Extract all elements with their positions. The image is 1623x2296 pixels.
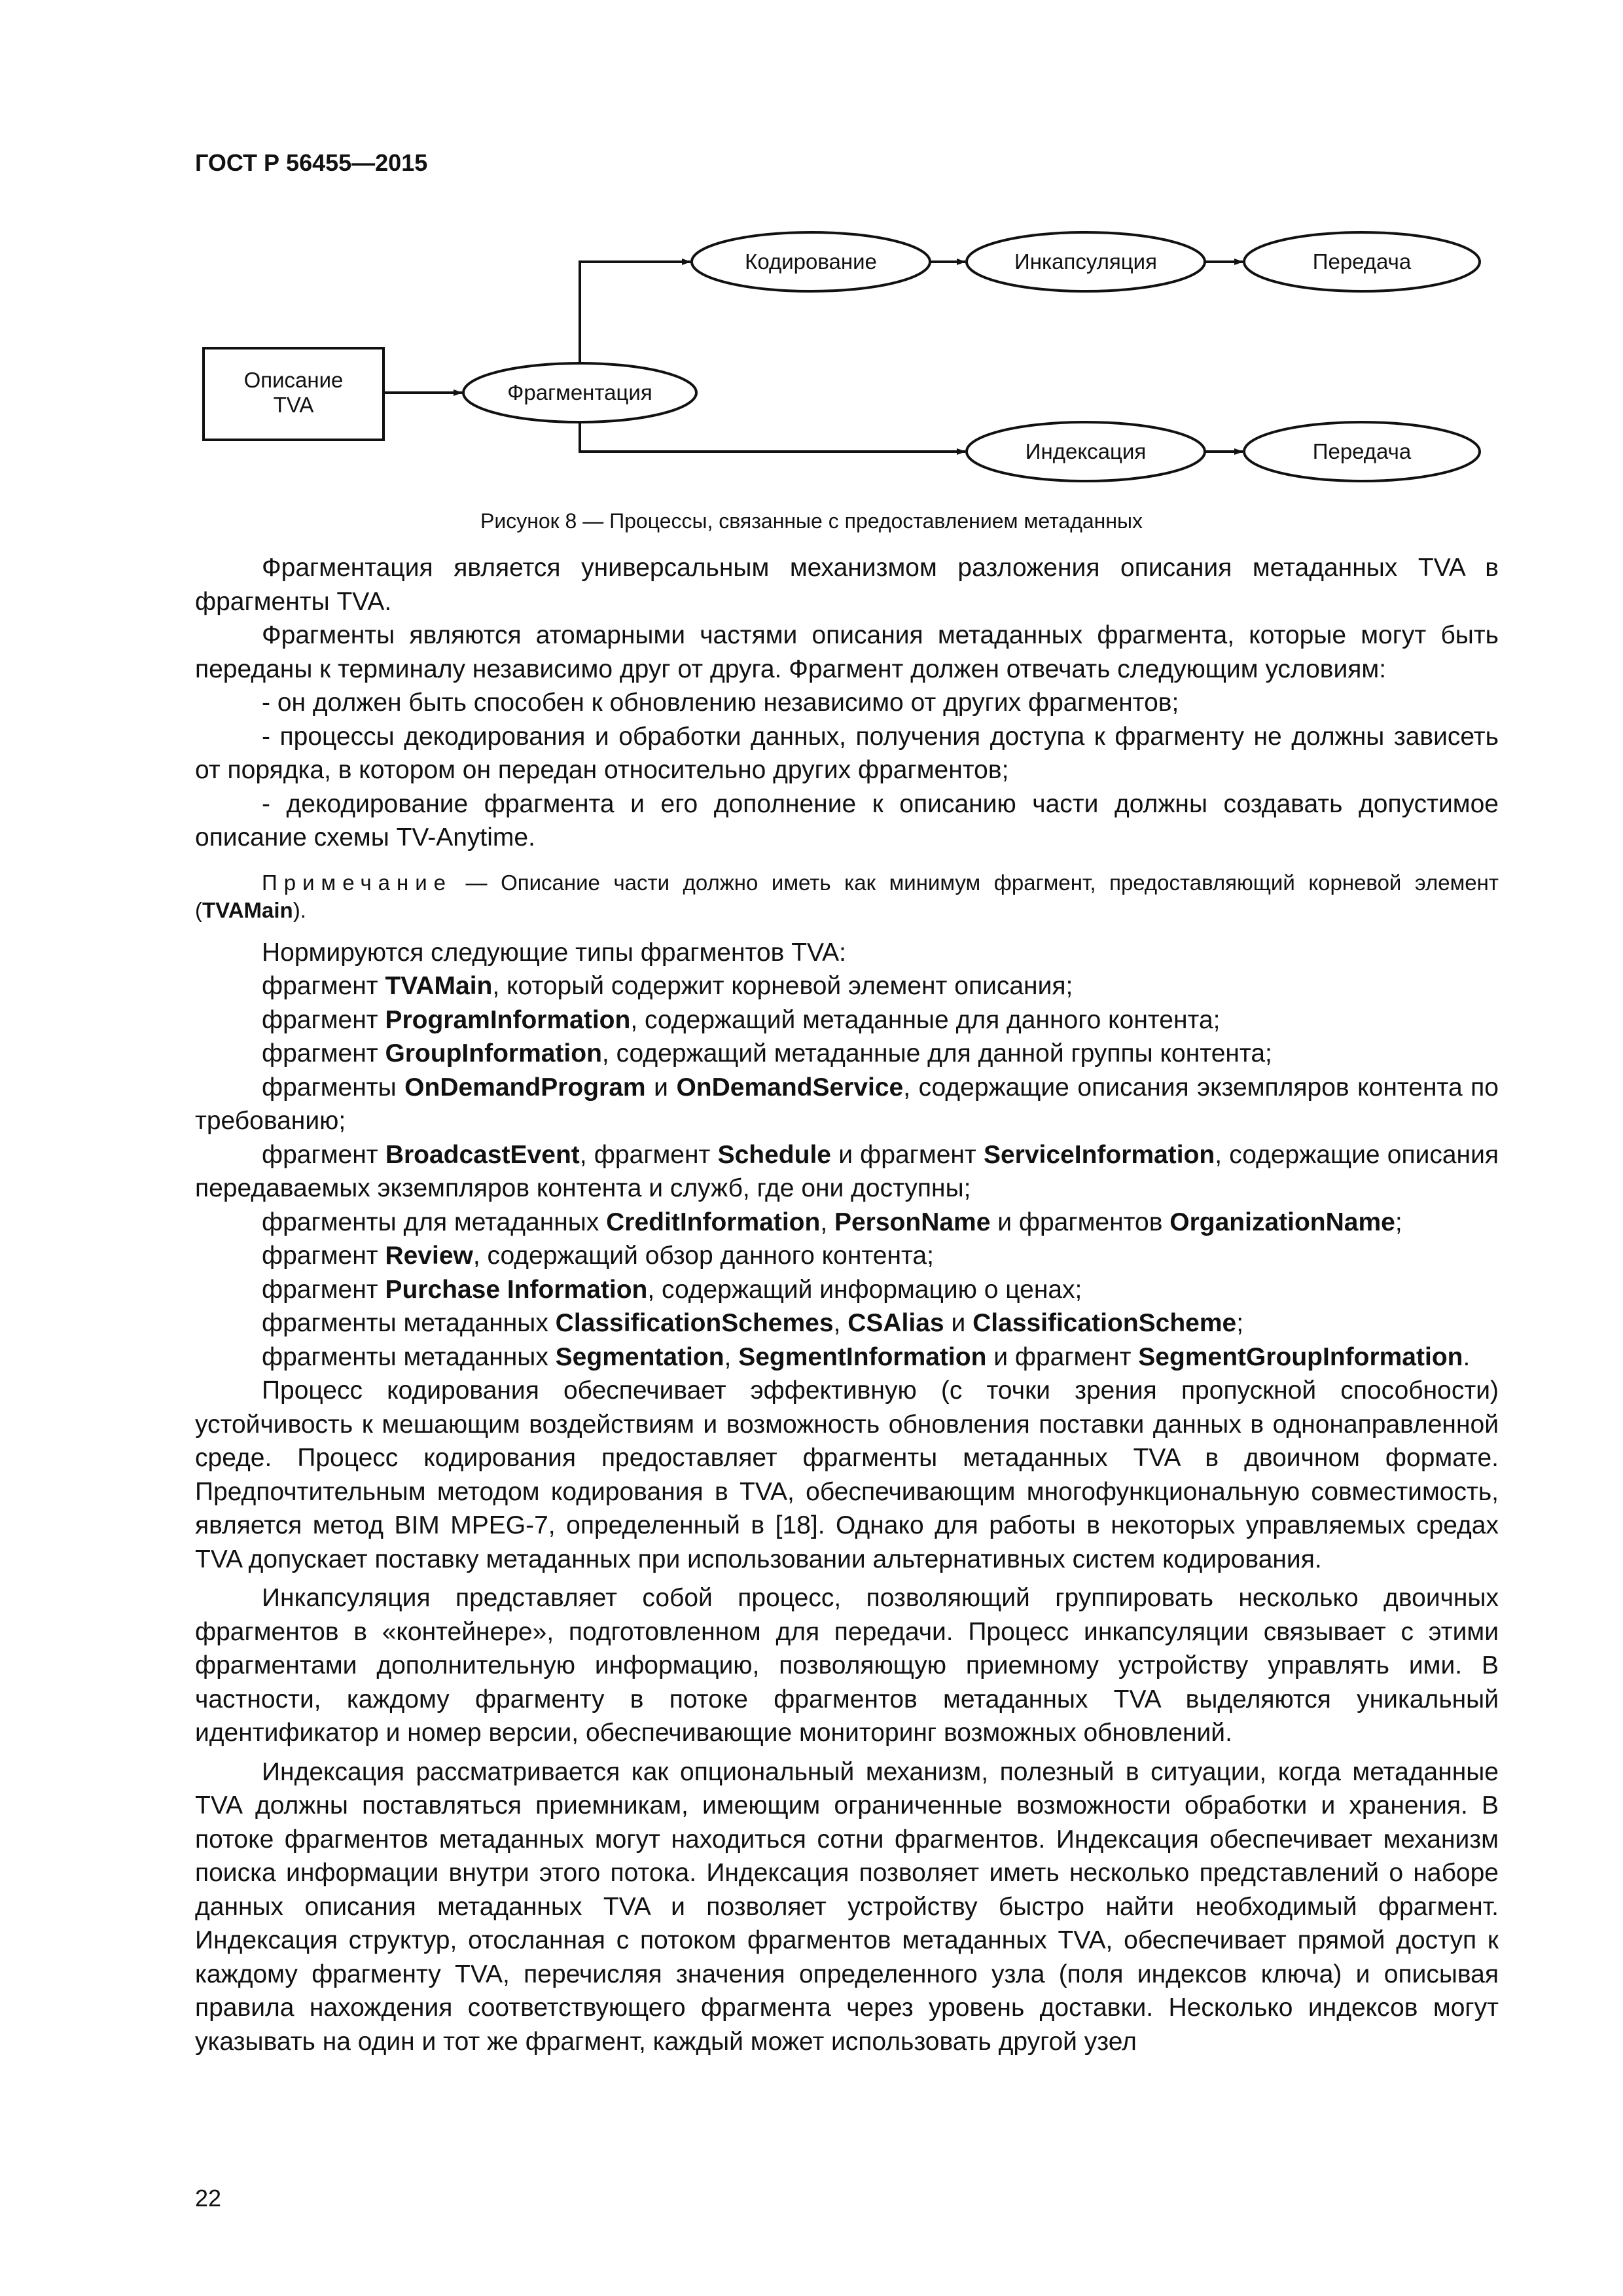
condition-item: - процессы декодирования и обработки данных, получения доступа к фрагменту не должны зависеть от порядка, в котором он передан относительно других фрагментов; [195,722,1499,784]
note-label: Примечание [262,870,453,895]
encapsulation-label: Инкапсуляция [1014,249,1157,274]
encoding-label: Кодирование [745,249,877,274]
type-item: фрагмент Review, содержащий обзор данного контента; [262,1242,934,1270]
figure-caption: Рисунок 8 — Процессы, связанные с предоставлением метаданных [480,509,1143,533]
fragmentation-label: Фрагментация [507,380,652,404]
process-diagram [0,0,1623,511]
type-item: фрагменты OnDemandProgram и OnDemandService, содержащие описания экземпляров контента по требованию; [195,1073,1499,1135]
transmission-top-label: Передача [1312,249,1412,274]
paragraph-encoding: Процесс кодирования обеспечивает эффективную (с точки зрения пропускной способности) устойчивость к мешающим воздействиям и возможность обновления поставки данных в однонаправленной среде. Процесс кодирования предоставляет фрагменты метаданных TVA в двоичном формате. Предпочтительным методом кодирования в TVA, обеспечивающим многофункциональную совместимость, является метод BIM MPEG-7, определенный в [18]. Однако для работы в некоторых управляемых средах TVA допускает поставку метаданных при использовании альтернативных систем кодирования. [195,1376,1499,1573]
source-label [204,368,383,418]
arrow-fragmentation-to-indexing [580,422,965,452]
type-item: фрагмент GroupInformation, содержащий метаданные для данной группы контента; [262,1039,1272,1067]
standard-code: ГОСТ Р 56455—2015 [195,149,428,176]
paragraph-fragments: Фрагменты являются атомарными частями описания метаданных фрагмента, которые могут быть переданы к терминалу независимо друг от друга. Фрагмент должен отвечать следующим условиям: [195,621,1499,683]
types-intro: Нормируются следующие типы фрагментов TVA: [262,938,846,967]
paragraph-encapsulation: Инкапсуляция представляет собой процесс, позволяющий группировать несколько двоичных фрагментов в «контейнере», подготовленном для передачи. Процесс инкапсуляции связывает с этими фрагментами дополнительную информацию, позволяющую приемному устройству управлять ими. В частности, каждому фрагменту в потоке фрагментов метаданных TVA выделяются уникальный идентификатор и номер версии, обеспечивающие мониторинг возможных обновлений. [195,1584,1499,1747]
source-label-line2: TVA [273,393,314,417]
source-label-line1: Описание [243,368,344,392]
type-item: фрагмент BroadcastEvent, фрагмент Schedule и фрагмент ServiceInformation, содержащие описания передаваемых экземпляров контента и служб, где они доступны; [195,1140,1499,1202]
indexing-label: Индексация [1025,439,1147,463]
note-end: ). [293,897,306,922]
condition-item: - он должен быть способен к обновлению независимо от других фрагментов; [262,689,1179,717]
body-text [195,551,1499,2058]
type-item: фрагмент Purchase Information, содержащий информацию о ценах; [262,1275,1082,1304]
note-bold: TVAMain [202,897,293,922]
type-item: фрагмент ProgramInformation, содержащий метаданные для данного контента; [262,1005,1221,1034]
note-text: — Описание части должно иметь как минимум фрагмент, предоставляющий корневой элемент ( [195,870,1499,922]
type-item: фрагменты метаданных Segmentation, SegmentInformation и фрагмент SegmentGroupInformation. [262,1342,1471,1371]
type-item: фрагменты метаданных ClassificationSchemes, CSAlias и ClassificationScheme; [262,1309,1244,1337]
condition-item: - декодирование фрагмента и его дополнение к описанию части должны создавать допустимое описание схемы TV-Anytime. [195,789,1499,852]
transmission-bottom-label: Передача [1312,439,1412,463]
type-item: фрагменты для метаданных CreditInformation, PersonName и фрагментов OrganizationName; [262,1208,1402,1236]
note [195,869,1499,924]
type-item: фрагмент TVAMain, который содержит корневой элемент описания; [262,972,1073,1000]
page-number: 22 [195,2185,222,2212]
paragraph-fragmentation: Фрагментация является универсальным механизмом разложения описания метаданных TVA в фрагменты TVA. [195,554,1499,616]
paragraph-indexing: Индексация рассматривается как опциональный механизм, полезный в ситуации, когда метаданные TVA должны поставляться приемникам, имеющим ограниченные возможности обработки и хранения. В потоке фрагментов метаданных могут находиться сотни фрагментов. Индексация обеспечивает механизм поиска информации внутри этого потока. Индексация позволяет иметь несколько представлений о наборе данных описания метаданных TVA и позволяет устройству быстро найти необходимый фрагмент. Индексация структур, отосланная с потоком фрагментов метаданных TVA, обеспечивает прямой доступ к каждому фрагменту TVA, перечисляя значения определенного узла (поля индексов ключа) и описывая правила нахождения соответствующего фрагмента через уровень доставки. Несколько индексов могут указывать на один и тот же фрагмент, каждый может использовать другой узел [195,1757,1499,2056]
arrow-fragmentation-to-encoding [580,262,690,363]
